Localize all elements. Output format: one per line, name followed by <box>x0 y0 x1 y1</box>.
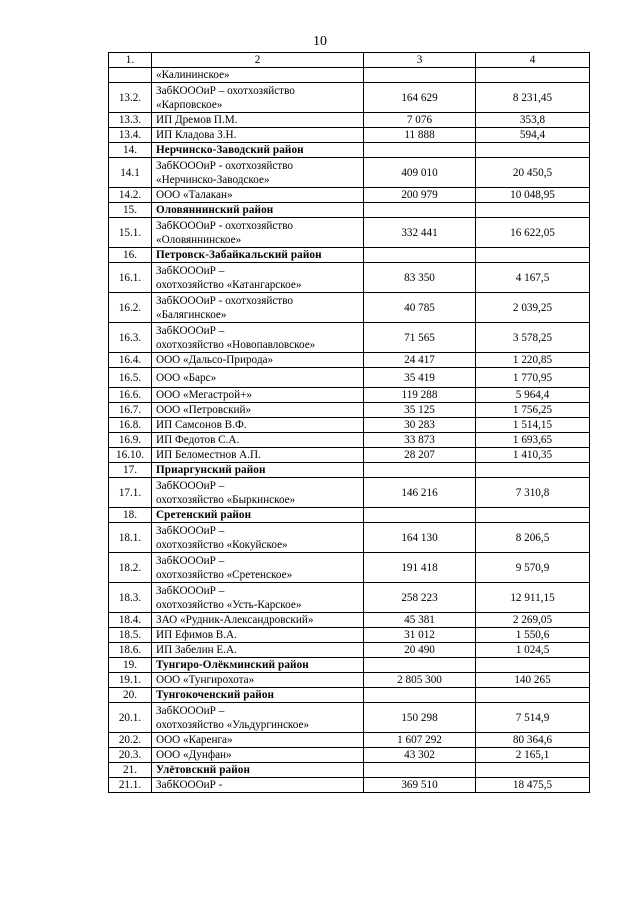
value-col-3 <box>364 203 476 218</box>
organization-name <box>152 368 364 388</box>
value-col-3: 191 418 <box>364 553 476 583</box>
name-line: охотхозяйство «Сретенское» <box>156 568 293 581</box>
value-col-4 <box>476 248 590 263</box>
name-line: ЗАО «Рудник-Александровский» <box>156 614 314 626</box>
header-col-3: 3 <box>364 53 476 68</box>
name-line: Нерчинско-Заводский район <box>156 144 304 156</box>
name-line: ИП Забелин Е.А. <box>156 644 237 656</box>
value-col-4: 18 475,5 <box>476 778 590 793</box>
organization-name <box>152 403 364 418</box>
name-line: Сретенский район <box>156 509 252 521</box>
value-col-4 <box>476 203 590 218</box>
value-col-3: 35 419 <box>364 368 476 388</box>
table-row <box>109 113 590 128</box>
organization-name <box>152 778 364 793</box>
value-col-3: 45 381 <box>364 613 476 628</box>
table-row <box>109 553 590 583</box>
value-col-4: 1 410,35 <box>476 448 590 463</box>
table-row <box>109 83 590 113</box>
row-number <box>109 68 152 83</box>
district-name <box>152 688 364 703</box>
table-header-row <box>109 53 590 68</box>
value-col-3: 24 417 <box>364 353 476 368</box>
value-col-3: 164 130 <box>364 523 476 553</box>
organization-name <box>152 188 364 203</box>
row-number: 16.8. <box>109 418 152 433</box>
district-name <box>152 658 364 673</box>
value-col-4: 1 770,95 <box>476 368 590 388</box>
name-line: ИП Кладова З.Н. <box>156 129 237 141</box>
name-line: Приаргунский район <box>156 464 266 476</box>
row-number: 21.1. <box>109 778 152 793</box>
table-row <box>109 188 590 203</box>
value-col-4: 80 364,6 <box>476 733 590 748</box>
hunting-grounds-table <box>108 52 590 793</box>
value-col-3: 28 207 <box>364 448 476 463</box>
value-col-3: 150 298 <box>364 703 476 733</box>
value-col-3: 119 288 <box>364 388 476 403</box>
table-row <box>109 613 590 628</box>
value-col-3: 369 510 <box>364 778 476 793</box>
name-line: ЗабКОООиР – охотхозяйство <box>156 84 295 97</box>
table-row <box>109 403 590 418</box>
value-col-4: 8 231,45 <box>476 83 590 113</box>
row-number: 18.1. <box>109 523 152 553</box>
name-line: ИП Федотов С.А. <box>156 434 240 446</box>
value-col-3: 200 979 <box>364 188 476 203</box>
table-row <box>109 353 590 368</box>
organization-name <box>152 433 364 448</box>
value-col-3: 409 010 <box>364 158 476 188</box>
row-number: 18.4. <box>109 613 152 628</box>
row-number: 18.2. <box>109 553 152 583</box>
name-line: охотхозяйство «Ульдургинское» <box>156 718 310 731</box>
name-line: «Карповское» <box>156 98 223 111</box>
name-line: ООО «Барс» <box>156 371 217 384</box>
table-row <box>109 218 590 248</box>
value-col-3: 35 125 <box>364 403 476 418</box>
district-row <box>109 463 590 478</box>
organization-name <box>152 68 364 83</box>
value-col-4: 16 622,05 <box>476 218 590 248</box>
value-col-4: 2 269,05 <box>476 613 590 628</box>
value-col-3 <box>364 68 476 83</box>
header-col-1: 1. <box>109 53 152 68</box>
value-col-3: 258 223 <box>364 583 476 613</box>
value-col-4 <box>476 688 590 703</box>
district-name <box>152 508 364 523</box>
row-number: 20. <box>109 688 152 703</box>
district-row <box>109 688 590 703</box>
name-line: «Оловяннинское» <box>156 233 242 246</box>
organization-name <box>152 418 364 433</box>
organization-name <box>152 353 364 368</box>
row-number: 21. <box>109 763 152 778</box>
value-col-3 <box>364 763 476 778</box>
organization-name <box>152 263 364 293</box>
value-col-4 <box>476 763 590 778</box>
name-line: ООО «Мегастрой+» <box>156 389 253 401</box>
value-col-3: 20 490 <box>364 643 476 658</box>
organization-name <box>152 643 364 658</box>
value-col-4 <box>476 658 590 673</box>
organization-name <box>152 388 364 403</box>
row-number: 17.1. <box>109 478 152 508</box>
organization-name <box>152 448 364 463</box>
name-line: Улётовский район <box>156 764 251 776</box>
value-col-3: 146 216 <box>364 478 476 508</box>
value-col-4: 20 450,5 <box>476 158 590 188</box>
value-col-3: 7 076 <box>364 113 476 128</box>
value-col-4: 140 265 <box>476 673 590 688</box>
table-row <box>109 628 590 643</box>
name-line: охотхозяйство «Быркинское» <box>156 493 296 506</box>
organization-name <box>152 748 364 763</box>
table-row <box>109 703 590 733</box>
value-col-4: 594,4 <box>476 128 590 143</box>
organization-name <box>152 128 364 143</box>
row-number: 16.7. <box>109 403 152 418</box>
name-line: ЗабКОООиР - охотхозяйство <box>156 159 293 172</box>
value-col-4: 1 756,25 <box>476 403 590 418</box>
table-row <box>109 778 590 793</box>
value-col-4: 5 964,4 <box>476 388 590 403</box>
organization-name <box>152 583 364 613</box>
row-number: 13.2. <box>109 83 152 113</box>
organization-name <box>152 553 364 583</box>
row-number: 16.6. <box>109 388 152 403</box>
name-line: Оловяннинский район <box>156 204 274 216</box>
header-col-2: 2 <box>152 53 364 68</box>
row-number: 17. <box>109 463 152 478</box>
table-row <box>109 263 590 293</box>
header-col-4: 4 <box>476 53 590 68</box>
value-col-3: 2 805 300 <box>364 673 476 688</box>
name-line: ЗабКОООиР – <box>156 704 225 717</box>
value-col-3: 71 565 <box>364 323 476 353</box>
value-col-3 <box>364 688 476 703</box>
row-number: 16.5. <box>109 368 152 388</box>
district-name <box>152 143 364 158</box>
name-line: ЗабКОООиР – <box>156 524 225 537</box>
name-line: ЗабКОООиР – <box>156 479 225 492</box>
name-line: ИП Беломестнов А.П. <box>156 449 261 461</box>
district-name <box>152 248 364 263</box>
table-row <box>109 523 590 553</box>
district-name <box>152 763 364 778</box>
table-row <box>109 673 590 688</box>
district-row <box>109 508 590 523</box>
table-row <box>109 643 590 658</box>
value-col-4: 1 024,5 <box>476 643 590 658</box>
row-number: 20.2. <box>109 733 152 748</box>
table-body <box>109 53 590 793</box>
name-line: ООО «Каренга» <box>156 734 233 746</box>
table-row <box>109 323 590 353</box>
organization-name <box>152 703 364 733</box>
row-number: 18. <box>109 508 152 523</box>
value-col-4: 1 550,6 <box>476 628 590 643</box>
name-line: ЗабКОООиР – <box>156 584 225 597</box>
table-row <box>109 128 590 143</box>
district-row <box>109 248 590 263</box>
organization-name <box>152 113 364 128</box>
row-number: 16.4. <box>109 353 152 368</box>
table-row <box>109 158 590 188</box>
organization-name <box>152 293 364 323</box>
table-row <box>109 583 590 613</box>
value-col-3: 164 629 <box>364 83 476 113</box>
value-col-4: 2 039,25 <box>476 293 590 323</box>
value-col-3: 40 785 <box>364 293 476 323</box>
organization-name <box>152 323 364 353</box>
name-line: ЗабКОООиР - охотхозяйство <box>156 219 293 232</box>
row-number: 18.3. <box>109 583 152 613</box>
table-row <box>109 68 590 83</box>
row-number: 19. <box>109 658 152 673</box>
name-line: ЗабКОООиР - <box>156 779 223 791</box>
table-row <box>109 433 590 448</box>
name-line: ИП Ефимов В.А. <box>156 629 237 641</box>
page-number: 10 <box>313 34 327 49</box>
value-col-3: 83 350 <box>364 263 476 293</box>
value-col-4 <box>476 143 590 158</box>
table-row <box>109 418 590 433</box>
name-line: ООО «Дунфан» <box>156 749 232 761</box>
value-col-3: 30 283 <box>364 418 476 433</box>
row-number: 20.3. <box>109 748 152 763</box>
value-col-4: 8 206,5 <box>476 523 590 553</box>
row-number: 13.4. <box>109 128 152 143</box>
value-col-4: 353,8 <box>476 113 590 128</box>
value-col-4: 4 167,5 <box>476 263 590 293</box>
value-col-3 <box>364 248 476 263</box>
organization-name <box>152 218 364 248</box>
name-line: ЗабКОООиР - охотхозяйство <box>156 294 293 307</box>
row-number: 16.10. <box>109 448 152 463</box>
row-number: 16. <box>109 248 152 263</box>
name-line: ЗабКОООиР – <box>156 264 225 277</box>
name-line: Тунгокоченский район <box>156 689 275 701</box>
row-number: 14. <box>109 143 152 158</box>
value-col-3: 1 607 292 <box>364 733 476 748</box>
row-number: 16.1. <box>109 263 152 293</box>
row-number: 16.9. <box>109 433 152 448</box>
table-row <box>109 478 590 508</box>
value-col-3: 33 873 <box>364 433 476 448</box>
name-line: Тунгиро-Олёкминский район <box>156 659 309 671</box>
row-number: 20.1. <box>109 703 152 733</box>
organization-name <box>152 523 364 553</box>
value-col-3: 43 302 <box>364 748 476 763</box>
name-line: ЗабКОООиР – <box>156 554 225 567</box>
table-row <box>109 368 590 388</box>
row-number: 16.2. <box>109 293 152 323</box>
row-number: 13.3. <box>109 113 152 128</box>
value-col-4 <box>476 508 590 523</box>
name-line: ООО «Талакан» <box>156 189 233 201</box>
row-number: 15.1. <box>109 218 152 248</box>
organization-name <box>152 673 364 688</box>
name-line: охотхозяйство «Новопавловское» <box>156 338 316 351</box>
value-col-4: 2 165,1 <box>476 748 590 763</box>
value-col-4: 1 693,65 <box>476 433 590 448</box>
organization-name <box>152 158 364 188</box>
value-col-3 <box>364 143 476 158</box>
name-line: ООО «Петровский» <box>156 404 252 416</box>
value-col-4: 7 514,9 <box>476 703 590 733</box>
row-number: 18.5. <box>109 628 152 643</box>
name-line: ЗабКОООиР – <box>156 324 225 337</box>
district-row <box>109 763 590 778</box>
value-col-3: 332 441 <box>364 218 476 248</box>
table-row <box>109 293 590 323</box>
district-name <box>152 463 364 478</box>
row-number: 19.1. <box>109 673 152 688</box>
value-col-4: 1 220,85 <box>476 353 590 368</box>
row-number: 14.1 <box>109 158 152 188</box>
organization-name <box>152 478 364 508</box>
value-col-3: 31 012 <box>364 628 476 643</box>
name-line: «Калининское» <box>156 69 230 81</box>
table-row <box>109 733 590 748</box>
organization-name <box>152 83 364 113</box>
table-row <box>109 448 590 463</box>
name-line: охотхозяйство «Кокуйское» <box>156 538 288 551</box>
organization-name <box>152 628 364 643</box>
row-number: 18.6. <box>109 643 152 658</box>
value-col-4: 1 514,15 <box>476 418 590 433</box>
value-col-3 <box>364 658 476 673</box>
organization-name <box>152 613 364 628</box>
organization-name <box>152 733 364 748</box>
district-name <box>152 203 364 218</box>
name-line: ООО «Дальсо-Природа» <box>156 354 274 366</box>
table-row <box>109 388 590 403</box>
value-col-4: 9 570,9 <box>476 553 590 583</box>
value-col-4: 3 578,25 <box>476 323 590 353</box>
table-row <box>109 748 590 763</box>
name-line: охотхозяйство «Катангарское» <box>156 278 302 291</box>
value-col-4: 7 310,8 <box>476 478 590 508</box>
district-row <box>109 143 590 158</box>
value-col-3: 11 888 <box>364 128 476 143</box>
value-col-3 <box>364 463 476 478</box>
value-col-4: 12 911,15 <box>476 583 590 613</box>
name-line: ООО «Тунгирохота» <box>156 674 255 686</box>
name-line: «Балягинское» <box>156 308 227 321</box>
value-col-3 <box>364 508 476 523</box>
name-line: ИП Дремов П.М. <box>156 114 238 126</box>
value-col-4 <box>476 463 590 478</box>
district-row <box>109 203 590 218</box>
name-line: «Нерчинско-Заводское» <box>156 173 270 186</box>
name-line: охотхозяйство «Усть-Карское» <box>156 598 302 611</box>
row-number: 14.2. <box>109 188 152 203</box>
row-number: 15. <box>109 203 152 218</box>
value-col-4: 10 048,95 <box>476 188 590 203</box>
district-row <box>109 658 590 673</box>
value-col-4 <box>476 68 590 83</box>
name-line: ИП Самсонов В.Ф. <box>156 419 247 431</box>
name-line: Петровск-Забайкальский район <box>156 249 322 261</box>
row-number: 16.3. <box>109 323 152 353</box>
